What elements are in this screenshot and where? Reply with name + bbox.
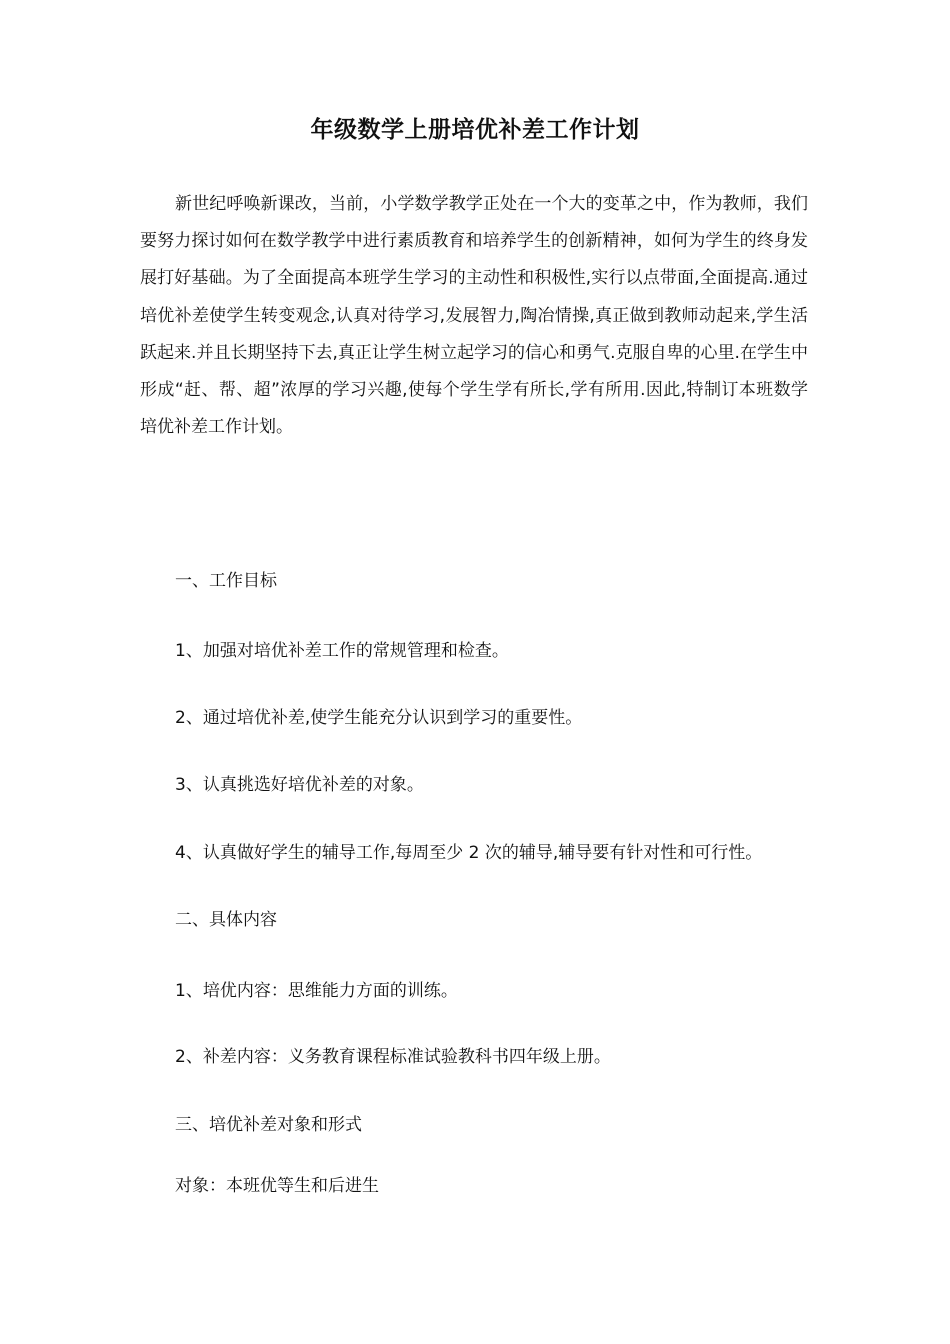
document-title: 年级数学上册培优补差工作计划	[310, 117, 640, 143]
goal-item: 4、认真做好学生的辅导工作,每周至少 2 次的辅导,辅导要有针对性和可行性。	[175, 843, 763, 863]
goal-item: 2、通过培优补差,使学生能充分认识到学习的重要性。	[175, 708, 583, 728]
section-heading-goals: 一、工作目标	[175, 571, 277, 591]
content-item: 2、补差内容：义务教育课程标准试验教科书四年级上册。	[175, 1047, 611, 1067]
targets-line: 对象：本班优等生和后进生	[175, 1176, 379, 1196]
goal-item: 3、认真挑选好培优补差的对象。	[175, 775, 424, 795]
intro-paragraph: 新世纪呼唤新课改，当前，小学数学教学正处在一个大的变革之中，作为教师，我们要努力探讨如何在数学教学中进行素质教育和培养学生的创新精神，如何为学生的终身发展打好基础。为了全面提高本班学生学习的主动性和积极性,实行以点带面,全面提高.通过培优补差使学生转变观念,认真对待学习,发展智力,陶冶情操,真正做到教师动起来,学生活跃起来.并且长期坚持下去,真正让学生树立起学习的信心和勇气.克服自卑的心里.在学生中形成“赶、帮、超”浓厚的学习兴趣,使每个学生学有所长,学有所用.因此,特制订本班数学培优补差工作计划。	[140, 194, 808, 438]
content-item: 1、培优内容：思维能力方面的训练。	[175, 981, 458, 1001]
goal-item: 1、加强对培优补差工作的常规管理和检查。	[175, 641, 509, 661]
section-heading-contents: 二、具体内容	[175, 910, 277, 930]
section-heading-targets: 三、培优补差对象和形式	[175, 1115, 362, 1135]
